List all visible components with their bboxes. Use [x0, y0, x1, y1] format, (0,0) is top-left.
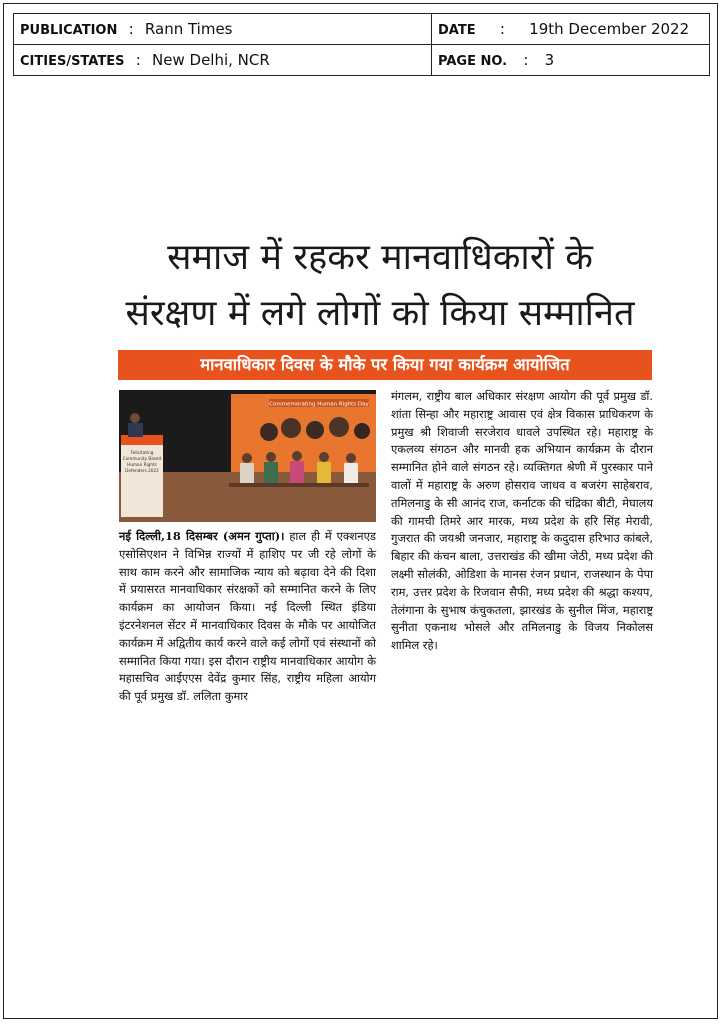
photo-standee-line-2: Community Based — [122, 456, 162, 461]
cities-label: CITIES/STATES — [20, 54, 125, 69]
article-column-left — [119, 528, 376, 706]
date-separator: : — [499, 20, 505, 38]
page-separator: : — [523, 51, 529, 69]
date-cell — [432, 14, 710, 45]
page-cell — [432, 45, 710, 76]
cities-cell — [14, 45, 432, 76]
article-body-left: हाल ही में एक्शनएड एसोसिएशन ने विभिन्न राज्यों में हाशिए पर जी रहे लोगों के साथ काम करने और सामाजिक न्याय को बढ़ावा देने की दिशा में प्रयासरत मानवाधिकार संरक्षकों को सम्मानित करने के लिए कार्यक्रम का आयोजन किया। नई दिल्ली स्थित इंडिया इंटरनेशनल सेंटर में मानवाधिकार दिवस के मौके पर आयोजित कार्यक्रम में अद्वितीय कार्य करने वाले कई लोगों एवं संस्थानों को सम्मानित किया गया। इस दौरान राष्ट्रीय मानवाधिकार आयोग के महासचिव आईएएस देवेंद्र कुमार सिंह, राष्ट्रीय महिला आयोग की पूर्व प्रमुख डॉ. ललिता कुमार — [119, 529, 377, 704]
date-value: 19th December 2022 — [529, 20, 690, 38]
publication-separator: : — [128, 20, 134, 38]
cities-value: New Delhi, NCR — [152, 51, 270, 69]
photo-stage-banner-text: Commemorating Human Rights Day — [269, 401, 369, 408]
event-photo-illustration — [119, 390, 376, 522]
photo-standee-line-1: Felicitating — [130, 450, 154, 455]
date-label: DATE — [438, 23, 476, 38]
subheadline-banner: मानवाधिकार दिवस के मौके पर किया गया कार्यक्रम आयोजित — [118, 350, 652, 380]
photo-standee-line-3: Human Rights — [127, 462, 157, 467]
publication-cell — [14, 14, 432, 45]
photo-standee-line-4: Defenders 2022 — [125, 468, 159, 473]
cities-separator: : — [135, 51, 141, 69]
article-body-right: मंगलम, राष्ट्रीय बाल अधिकार संरक्षण आयोग की पूर्व प्रमुख डॉ. शांता सिन्हा और महाराष्ट्र आवास एवं क्षेत्र विकास प्राधिकरण के प्रमुख श्री शिवाजी सरजेराव धावले उपस्थित रहे। महाराष्ट्र के एकलव्य संगठन और मानवी हक अभियान कार्यक्रम के दौरान सम्मानित होने वाले संगठन रहे। व्यक्तिगत श्रेणी में पुरस्कार पाने वालों में महाराष्ट्र के अरुण होसराव जाधव व बजरंग साहेबराव, तमिलनाडु के सी आनंद राज, कर्नाटक की चंद्रिका बीटी, मेघालय की गामची तिमरे आर मारक, मध्य प्रदेश के हरि सिंह मेरावी, गुजरात की जयश्री जनजार, महाराष्ट्र के कदुदास हरिभाउ कांबले, बिहार की कंचन बाला, उत्तराखंड की खीमा जेठी, मध्य प्रदेश की लक्ष्मी सोलंकी, ओडिशा के मानस रंजन प्रधान, राजस्थान के पेपा राम, उत्तर प्रदेश के रिजवान सैफी, मध्य प्रदेश की श्रद्धा कश्यप, तेलंगाना के सुभाष कंचुकतला, झारखंड के सुनील मिंज, महाराष्ट्र सुनीता एकनाथ भोसले और तमिलनाडु के विजय निकोलस शामिल रहे। — [391, 389, 653, 653]
event-photo — [119, 390, 376, 522]
publication-label: PUBLICATION — [20, 23, 118, 38]
publication-value: Rann Times — [144, 20, 233, 38]
headline-line-1: समाज में रहकर मानवाधिकारों के — [167, 237, 593, 278]
article-column-right — [391, 388, 653, 655]
photo-standee — [121, 435, 163, 517]
article-dateline: नई दिल्ली,18 दिसम्बर (अमन गुप्ता)। — [119, 529, 285, 543]
headline-line-2: संरक्षण में लगे लोगों को किया सम्मानित — [125, 293, 635, 334]
clipping-meta-table — [13, 13, 710, 76]
page-label: PAGE NO. — [438, 54, 508, 69]
page-value: 3 — [544, 51, 555, 69]
photo-stage-edge — [229, 483, 369, 487]
